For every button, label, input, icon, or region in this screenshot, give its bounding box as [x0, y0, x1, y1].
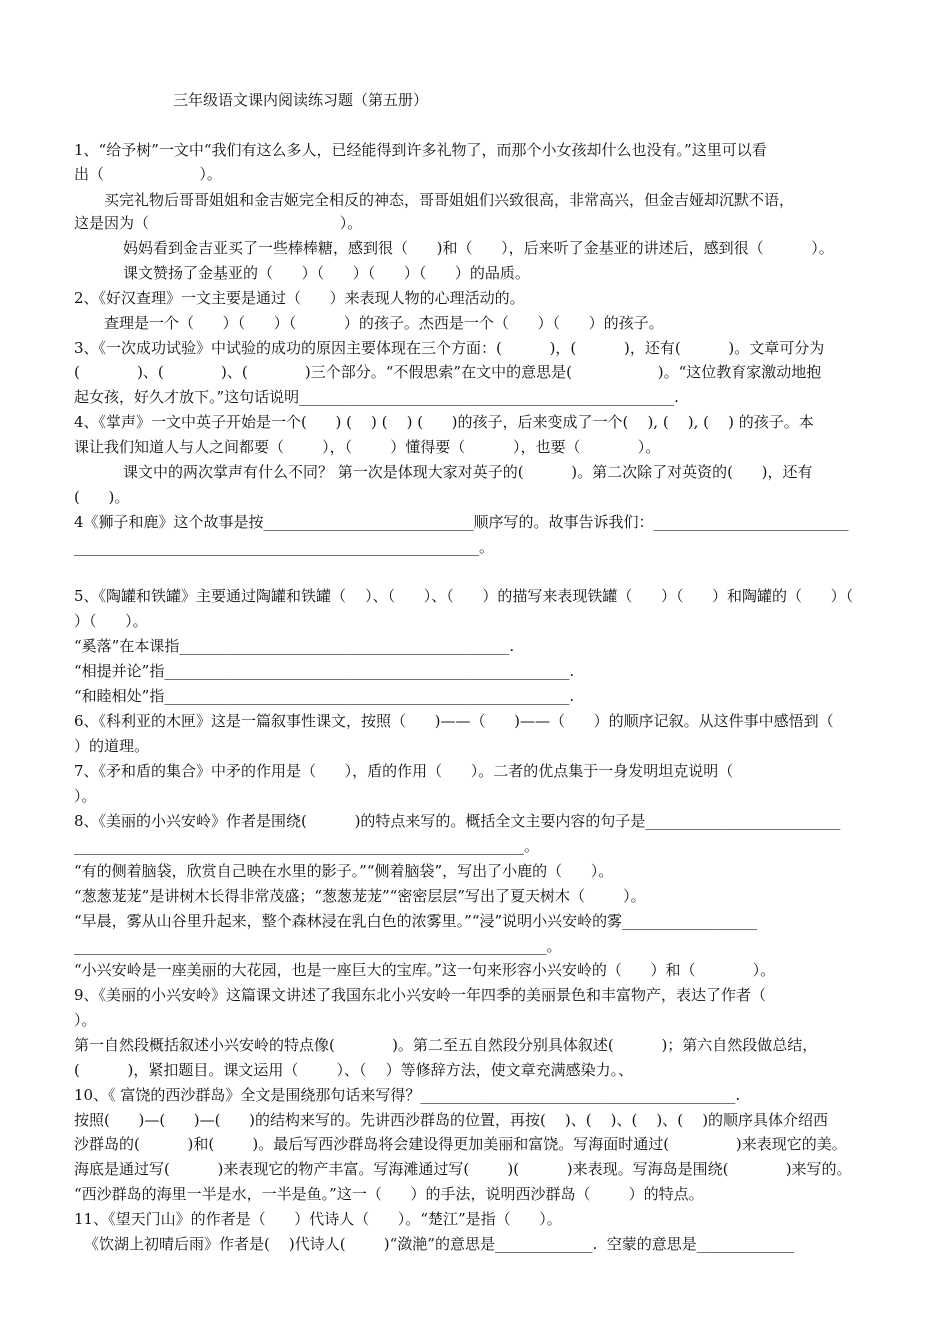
text-line: ( )，紧扣题目。课文运用（ ）、（ ）等修辞方法，使文章充满感染力。、 — [74, 1061, 634, 1079]
text-line: ______________________________________________________。 — [74, 538, 495, 556]
text-line: 起女孩，好久才放下。”这句话说明__________________________________________________. — [74, 388, 679, 406]
text-line: “有的侧着脑袋，欣赏自己映在水里的影子。”“侧着脑袋”，写出了小鹿的（ ）。 — [74, 862, 614, 880]
text-line: 4、《掌声》一文中英子开始是一个( ) ( ) ( ) ( )的孩子，后来变成了一个( ), ( ), ( ) 的孩子。本 — [74, 413, 814, 431]
text-line: 课文赞扬了金基亚的（ ）（ ）（ ）（ ）的品质。 — [123, 264, 530, 282]
text-line: 课文中的两次掌声有什么不同？ 第一次是体现大家对英子的( )。第二次除了对英资的( )，还有 — [123, 463, 813, 481]
text-line: “奚落”在本课指____________________________________________. — [74, 637, 515, 655]
text-line: 9、《美丽的小兴安岭》这篇课文讲述了我国东北小兴安岭一年四季的美丽景色和丰富物产，表达了作者（ — [74, 986, 767, 1004]
text-line: 课让我们知道人与人之间都要（ ），（ ）懂得要（ ），也要（ ）。 — [74, 438, 661, 456]
text-line: 沙群岛的( )和( )。最后写西沙群岛将会建设得更加美丽和富饶。写海面时通过( )来表现它的美。 — [74, 1135, 847, 1153]
text-line: 《饮湖上初晴后雨》作者是( )代诗人( )“潋滟”的意思是_____________. 空蒙的意思是_____________ — [84, 1235, 795, 1253]
text-line: 6、《科利亚的木匣》这是一篇叙事性课文，按照（ )——（ )——（ ）的顺序记叙。从这件事中感悟到（ — [74, 712, 834, 730]
text-line: “西沙群岛的海里一半是水，一半是鱼。”这一（ ）的手法，说明西沙群岛（ ）的特点。 — [74, 1185, 704, 1203]
text-line: 4《狮子和鹿》这个故事是按____________________________顺序写的。故事告诉我们：__________________________ — [74, 513, 849, 531]
text-line: 5、《陶罐和铁罐》主要通过陶罐和铁罐（ ）、（ ）、（ ）的描写来表现铁罐（ ）（ ）和陶罐的（ ）（ — [74, 587, 854, 605]
text-line: 11、《望天门山》的作者是（ ）代诗人（ ）。“楚江”是指（ ）。 — [74, 1210, 562, 1228]
text-line: ）。 — [74, 787, 97, 805]
text-line: 第一自然段概括叙述小兴安岭的特点像( )。第二至五自然段分别具体叙述( )；第六自然段做总结， — [74, 1036, 818, 1054]
text-line: 这是因为（ ）。 — [74, 214, 363, 232]
text-line: “早晨，雾从山谷里升起来，整个森林浸在乳白色的浓雾里。”“浸”说明小兴安岭的雾__________________ — [74, 912, 758, 930]
text-line: 7、《矛和盾的集合》中矛的作用是（ ），盾的作用（ ）。二者的优点集于一身发明坦克说明（ — [74, 762, 734, 780]
text-line: “和睦相处”指______________________________________________________. — [74, 687, 575, 705]
text-line: 3、《一次成功试验》中试验的成功的原因主要体现在三个方面：( )，( )，还有( )。文章可分为 — [74, 339, 825, 357]
text-line: 8、《美丽的小兴安岭》作者是围绕( )的特点来写的。概括全文主要内容的句子是__________________________ — [74, 812, 841, 830]
text-line: ）。 — [74, 1011, 97, 1029]
text-line: 1、“给予树”一文中“我们有这么多人，已经能得到许多礼物了，而那个小女孩却什么也没有。”这里可以看 — [74, 141, 767, 159]
text-line: “相提并论”指______________________________________________________. — [74, 662, 575, 680]
text-line: 出（ ）。 — [74, 165, 222, 183]
text-line: 按照( )—( )—( )的结构来写的。先讲西沙群岛的位置，再按( )、( )、( )、( )的顺序具体介绍西 — [74, 1111, 829, 1129]
text-line: ( )、( )、( )三个部分。“不假思索”在文中的意思是( )。“这位教育家激动地抱 — [74, 363, 822, 381]
text-line: ( )。 — [74, 488, 130, 506]
text-line: ____________________________________________________________。 — [74, 837, 540, 855]
text-line: 10、《 富饶的西沙群岛》全文是围绕那句话来写得？__________________________________________. — [74, 1086, 741, 1104]
text-line: 妈妈看到金吉亚买了一些棒棒糖，感到很（ )和（ ），后来听了金基亚的讲述后，感到很（ ）。 — [123, 239, 834, 257]
text-line: “小兴安岭是一座美丽的大花园，也是一座巨大的宝库。”这一句来形容小兴安岭的（ ）和（ ）。 — [74, 961, 776, 979]
text-line: 查理是一个（ ）（ ）（ ）的孩子。杰西是一个（ ）（ ）的孩子。 — [104, 314, 664, 332]
text-line: _______________________________________________________________。 — [74, 937, 562, 955]
text-line: 买完礼物后哥哥姐姐和金吉姬完全相反的神态，哥哥姐姐们兴致很高，非常高兴，但金吉娅却沉默不语， — [104, 191, 795, 209]
text-line: ）的道理。 — [74, 737, 150, 755]
text-line: 海底是通过写( )来表现它的物产丰富。写海滩通过写( )( )来表现。写海岛是围绕( )来写的。 — [74, 1160, 852, 1178]
text-line: ）（ ）。 — [74, 612, 148, 630]
text-line: 2、《好汉查理》一文主要是通过（ ）来表现人物的心理活动的。 — [74, 289, 525, 307]
page-title: 三年级语文课内阅读练习题（第五册） — [173, 91, 429, 109]
text-line: “葱葱茏茏”是讲树木长得非常茂盛；“葱葱茏茏”“密密层层”写出了夏天树木（ ）。 — [74, 887, 646, 905]
